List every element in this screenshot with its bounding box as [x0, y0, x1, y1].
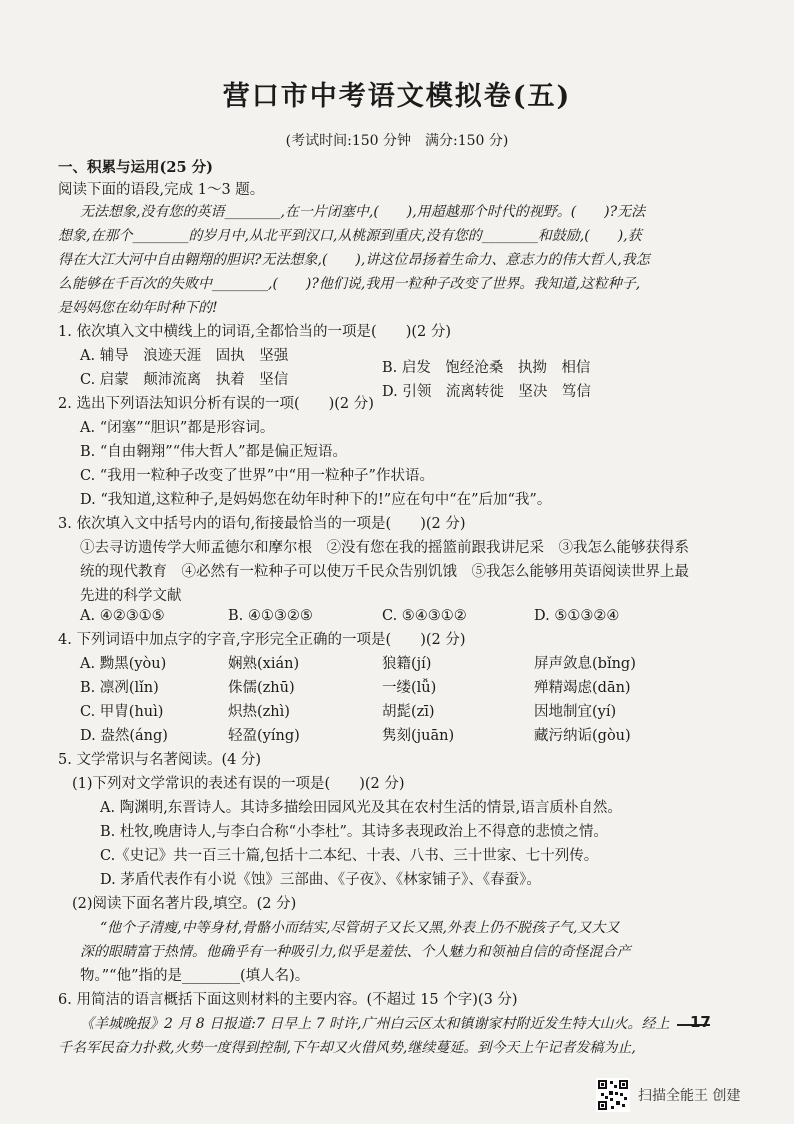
option: 轻盈(yíng) — [228, 728, 300, 744]
option: 狼籍(jí) — [382, 656, 432, 672]
qr-code-icon — [596, 1078, 630, 1112]
option: B. 启发 饱经沧桑 执拗 相信 — [382, 360, 591, 376]
page-number: 17 — [690, 1013, 711, 1031]
passage-line: 《羊城晚报》2 月 8 日报道:7 日早上 7 时许,广州白云区太和镇谢家村附近发生特大山火。经上 — [80, 1016, 670, 1032]
option: A. 陶渊明,东晋诗人。其诗多描绘田园风光及其在农村生活的情景,语言质朴自然。 — [100, 800, 622, 816]
option: A. “闭塞”“胆识”都是形容词。 — [80, 420, 275, 436]
option: B. “自由翱翔”“伟大哲人”都是偏正短语。 — [80, 444, 348, 460]
option: B. ④①③②⑤ — [228, 608, 313, 624]
sub-question: (1)下列对文学常识的表述有误的一项是( )(2 分) — [72, 776, 405, 792]
option: C. “我用一粒种子改变了世界”中“用一粒种子”作状语。 — [80, 468, 434, 484]
passage-line: 统的现代教育 ④必然有一粒种子可以使万千民众告别饥饿 ⑤我怎么能够用英语阅读世界上最 — [80, 564, 689, 580]
page-title: 营口市中考语文模拟卷(五) — [222, 81, 572, 112]
watermark-text: 扫描全能王 创建 — [638, 1088, 741, 1104]
option: B. 凛冽(lǐn) — [80, 680, 159, 696]
option: D. ⑤①③②④ — [534, 608, 620, 624]
passage-line: 先进的科学文献 — [80, 588, 182, 604]
exam-info: (考试时间:150 分钟 满分:150 分) — [285, 133, 509, 149]
passage-line: 是妈妈您在幼年时种下的! — [58, 300, 218, 316]
passage-line: 想象,在那个________的岁月中,从北平到汉口,从桃源到重庆,没有您的________和鼓励,( ),获 — [58, 228, 642, 244]
option: A. 辅导 浪迹天涯 固执 坚强 — [80, 348, 289, 364]
question: 5. 文学常识与名著阅读。(4 分) — [58, 752, 262, 768]
passage-line: 物。”“他”指的是________(填人名)。 — [80, 968, 310, 984]
option: 侏儒(zhū) — [228, 680, 295, 696]
passage-line: 得在大江大河中自由翱翔的胆识?无法想象,( ),讲这位昂扬着生命力、意志力的伟大哲人,我怎 — [58, 252, 650, 268]
instruction: 阅读下面的语段,完成 1～3 题。 — [58, 182, 265, 198]
option: A. ④②③①⑤ — [80, 608, 165, 624]
option: 娴熟(xián) — [228, 656, 300, 672]
scanner-watermark — [596, 1077, 776, 1113]
option: D. 引领 流离转徙 坚决 笃信 — [382, 384, 591, 400]
option: D. 茅盾代表作有小说《蚀》三部曲、《子夜》、《林家铺子》、《春蚕》。 — [100, 872, 541, 888]
option: 一缕(lǚ) — [382, 680, 437, 696]
passage-line: 深的眼睛富于热情。他确乎有一种吸引力,似乎是羞怯、个人魅力和领袖自信的奇怪混合产 — [80, 944, 631, 960]
passage-line: 千名军民奋力扑救,火势一度得到控制,下午却又火借风势,继续蔓延。到今天上午记者发稿为止, — [58, 1040, 636, 1056]
passage-line: ①去寻访遗传学大师孟德尔和摩尔根 ②没有您在我的摇篮前跟我讲尼采 ③我怎么能够获得系 — [80, 540, 689, 556]
question: 6. 用简洁的语言概括下面这则材料的主要内容。(不超过 15 个字)(3 分) — [58, 992, 518, 1008]
option: 屏声敛息(bǐng) — [534, 656, 636, 672]
sub-question: (2)阅读下面名著片段,填空。(2 分) — [72, 896, 297, 912]
option: D. “我知道,这粒种子,是妈妈您在幼年时种下的!”应在句中“在”后加“我”。 — [80, 492, 552, 508]
passage-line: “他个子清瘦,中等身材,骨骼小而结实,尽管胡子又长又黑,外表上仍不脱孩子气,又大又 — [100, 920, 620, 936]
option: 殚精竭虑(dān) — [534, 680, 631, 696]
option: C.《史记》共一百三十篇,包括十二本纪、十表、八书、三十世家、七十列传。 — [100, 848, 599, 864]
option: 藏污纳诟(gòu) — [534, 728, 631, 744]
option: B. 杜牧,晚唐诗人,与李白合称“小李杜”。其诗多表现政治上不得意的悲愤之情。 — [100, 824, 608, 840]
option: D. 盎然(áng) — [80, 728, 168, 744]
question: 1. 依次填入文中横线上的词语,全都恰当的一项是( )(2 分) — [58, 324, 452, 340]
passage-line: 么能够在千百次的失败中________,( )?他们说,我用一粒种子改变了世界。我知道,这粒种子, — [58, 276, 641, 292]
question: 2. 选出下列语法知识分析有误的一项( )(2 分) — [58, 396, 374, 412]
option: 因地制宜(yí) — [534, 704, 617, 720]
passage-line: 无法想象,没有您的英语________,在一片闭塞中,( ),用超越那个时代的视野。( )?无法 — [80, 204, 646, 220]
option: 隽刻(juān) — [382, 728, 455, 744]
option: 炽热(zhì) — [228, 704, 290, 720]
option: C. 甲胄(huì) — [80, 704, 164, 720]
section-heading: 一、积累与运用(25 分) — [58, 159, 213, 176]
option: 胡髭(zī) — [382, 704, 435, 720]
option: C. ⑤④③①② — [382, 608, 467, 624]
question: 3. 依次填入文中括号内的语句,衔接最恰当的一项是( )(2 分) — [58, 516, 466, 532]
question: 4. 下列词语中加点字的字音,字形完全正确的一项是( )(2 分) — [58, 632, 466, 648]
option: A. 黝黑(yòu) — [80, 656, 167, 672]
option: C. 启蒙 颠沛流离 执着 坚信 — [80, 372, 289, 388]
